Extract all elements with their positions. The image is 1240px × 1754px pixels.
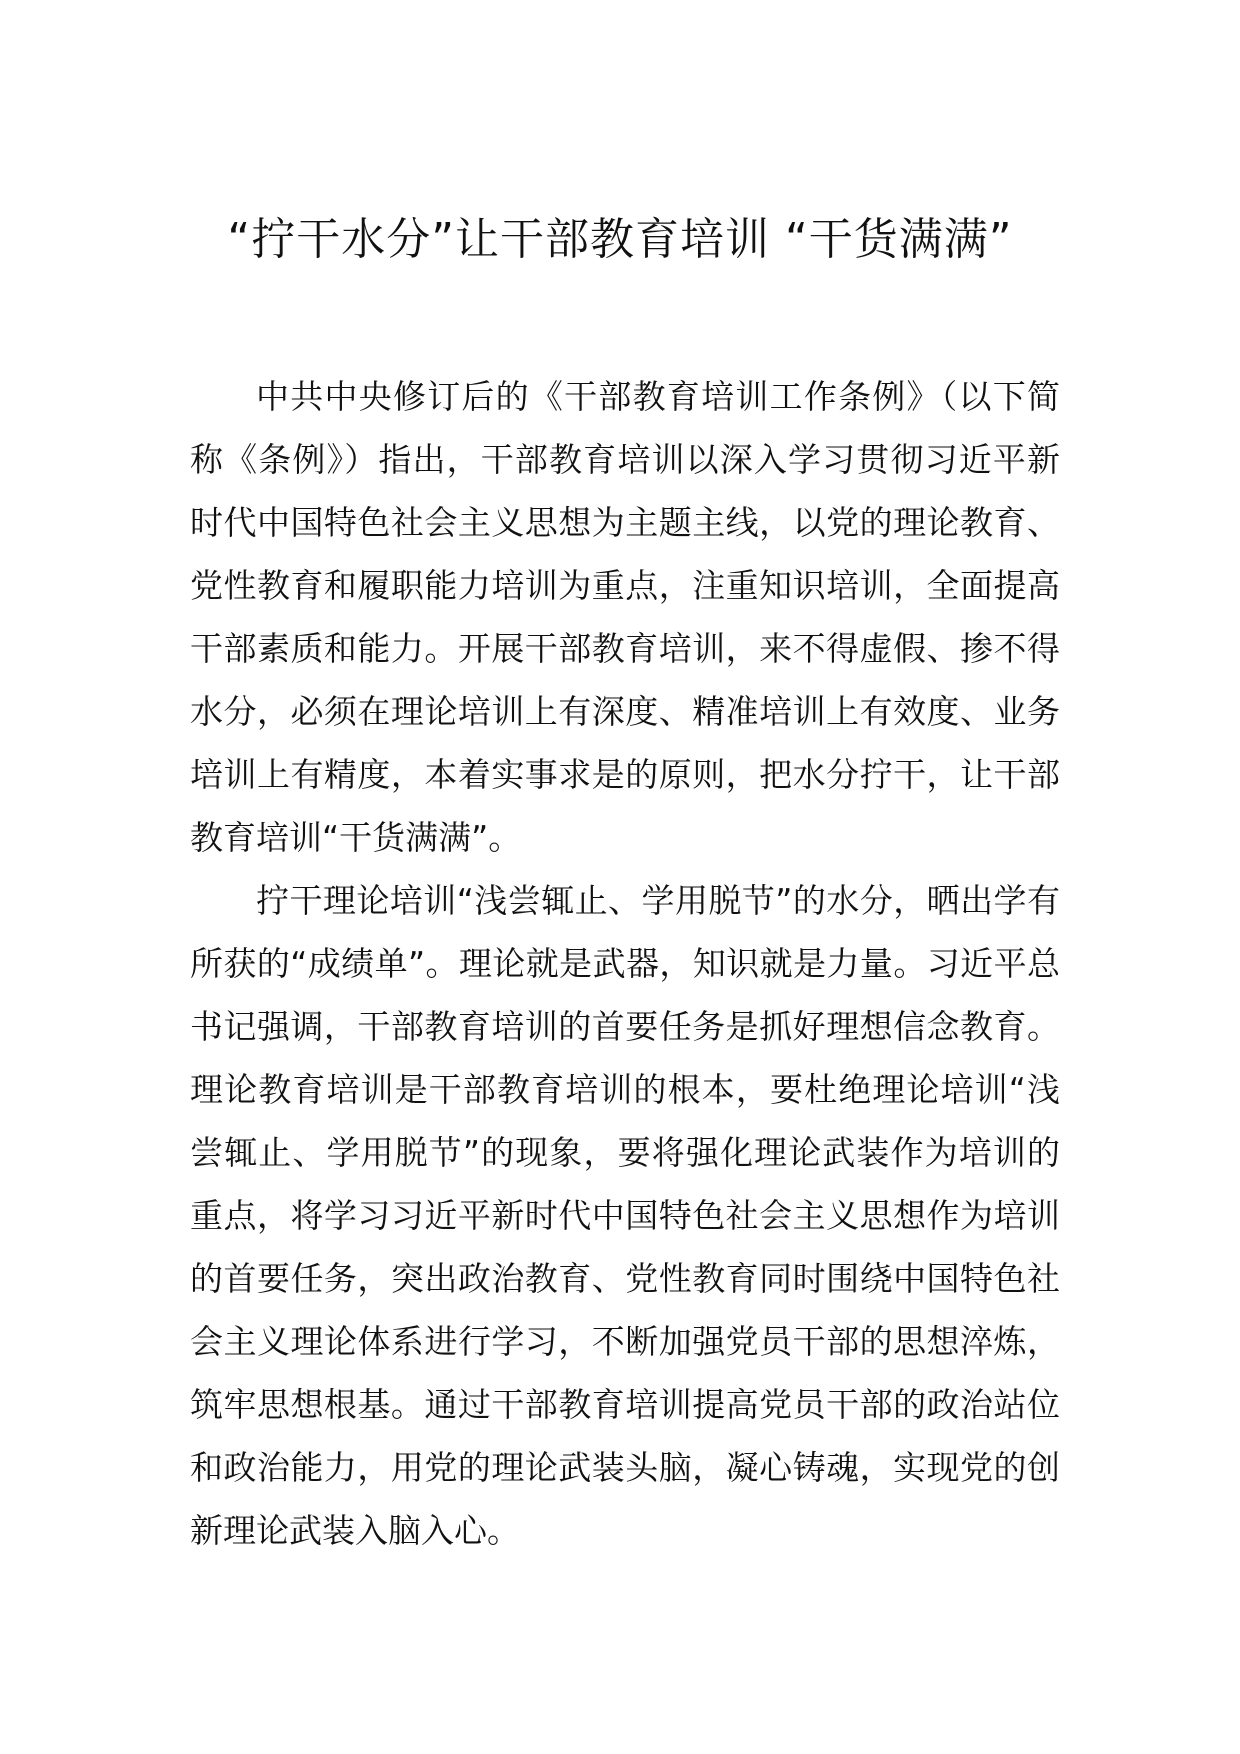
paragraph-2: 拧干理论培训“浅尝辄止、学用脱节”的水分，晒出学有所获的“成绩单”。理论就是武器，知识就是力量。习近平总书记强调，干部教育培训的首要任务是抓好理想信念教育。理论教育培训是干部教育培训的根本，要杜绝理论培训“浅尝辄止、学用脱节”的现象，要将强化理论武装作为培训的重点，将学习习近平新时代中国特色社会主义思想作为培训的首要任务，突出政治教育、党性教育同时围绕中国特色社会主义理论体系进行学习，不断加强党员干部的思想淬炼，筑牢思想根基。通过干部教育培训提高党员干部的政治站位和政治能力，用党的理论武装头脑，凝心铸魂，实现党的创新理论武装入脑入心。 — [190, 881, 1060, 1550]
document-title: “拧干水分”让干部教育培训 “干货满满” — [227, 214, 1013, 265]
paragraph-1: 中共中央修订后的《干部教育培训工作条例》（以下简称《条例》）指出，干部教育培训以深入学习贯彻习近平新时代中国特色社会主义思想为主题主线，以党的理论教育、党性教育和履职能力培训为重点，注重知识培训，全面提高干部素质和能力。开展干部教育培训，来不得虚假、掺不得水分，必须在理论培训上有深度、精准培训上有效度、业务培训上有精度，本着实事求是的原则，把水分拧干，让干部教育培训“干货满满”。 — [190, 377, 1060, 857]
document-body — [190, 365, 1060, 1562]
